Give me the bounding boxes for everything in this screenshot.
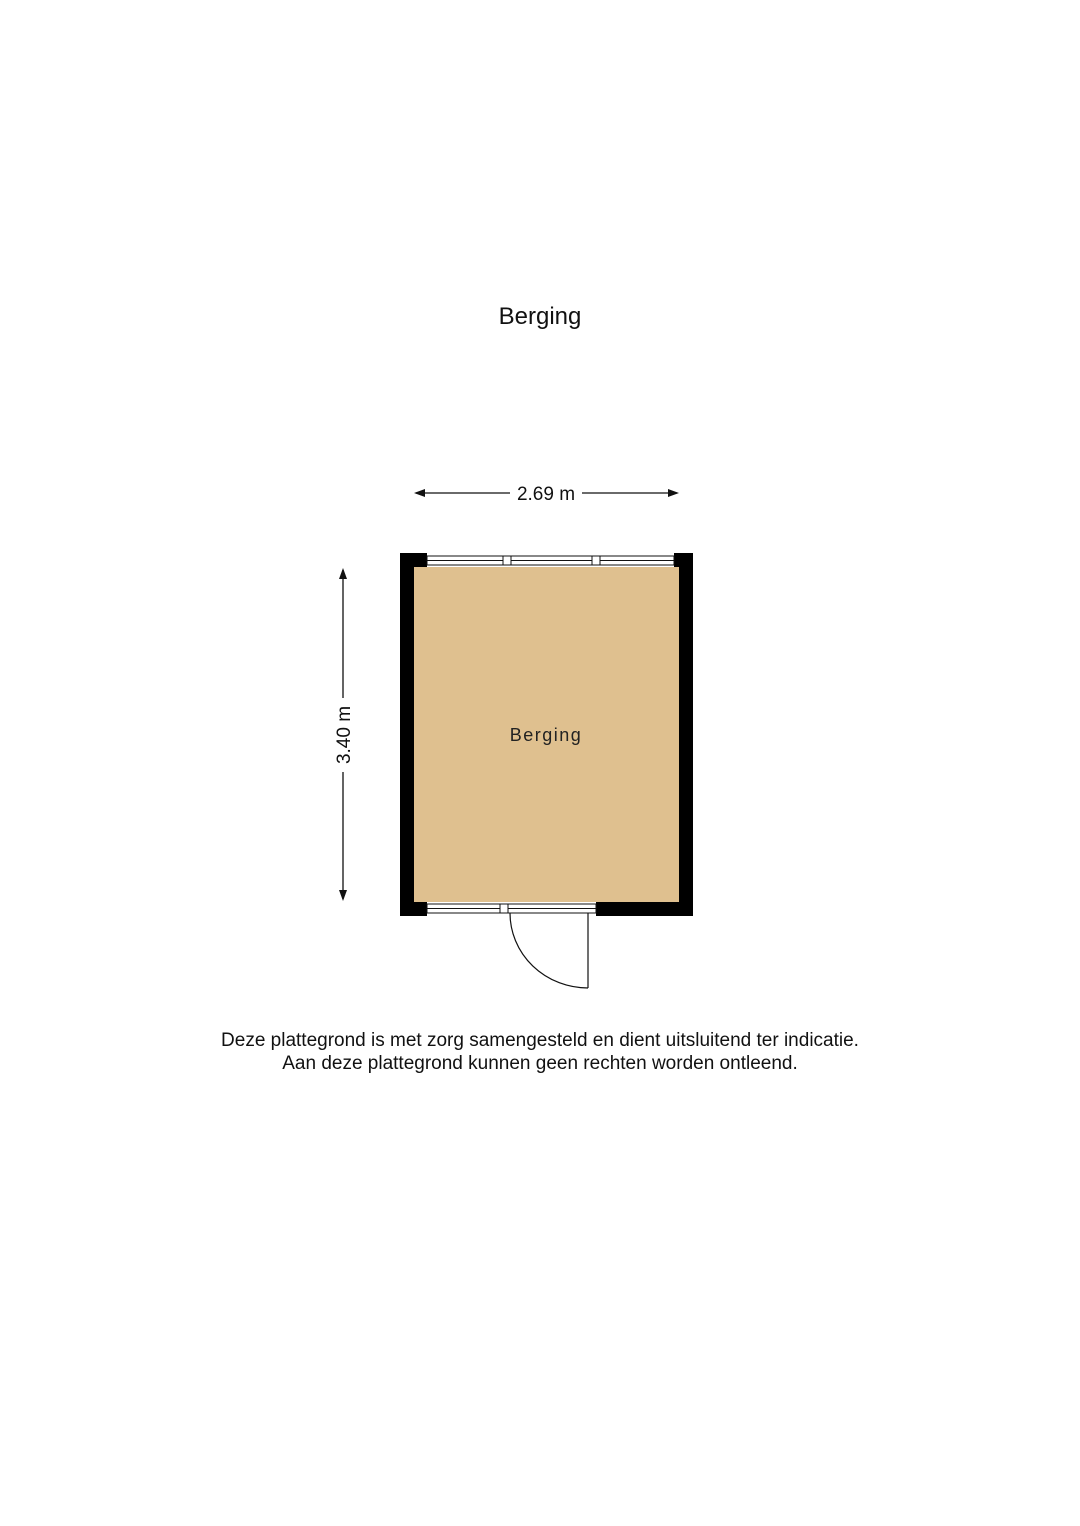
door-swing-arc (510, 913, 588, 988)
room-label: Berging (509, 725, 583, 745)
wall-top-right (674, 553, 693, 567)
disclaimer (0, 1029, 1080, 1075)
wall-top-left (400, 553, 427, 567)
width-dimension (414, 484, 679, 505)
wall-left (400, 553, 414, 916)
window-bottom (427, 904, 596, 913)
page-title: Berging (498, 303, 582, 330)
width-label: 2.69 m (516, 484, 576, 505)
wall-bottom-right (596, 902, 693, 916)
wall-right (679, 553, 693, 916)
disclaimer-line-2: Aan deze plattegrond kunnen geen rechten worden ontleend. (282, 1053, 798, 1074)
arrow-right-icon (668, 489, 679, 497)
arrow-left-icon (414, 489, 425, 497)
wall-bottom-left (400, 902, 427, 916)
height-label: 3.40 m (334, 705, 355, 765)
height-dimension (334, 568, 355, 901)
window-top (427, 556, 674, 565)
arrow-down-icon (339, 890, 347, 901)
arrow-up-icon (339, 568, 347, 579)
door (510, 913, 588, 988)
disclaimer-line-1: Deze plattegrond is met zorg samengesteld en dient uitsluitend ter indicatie. (221, 1030, 859, 1051)
